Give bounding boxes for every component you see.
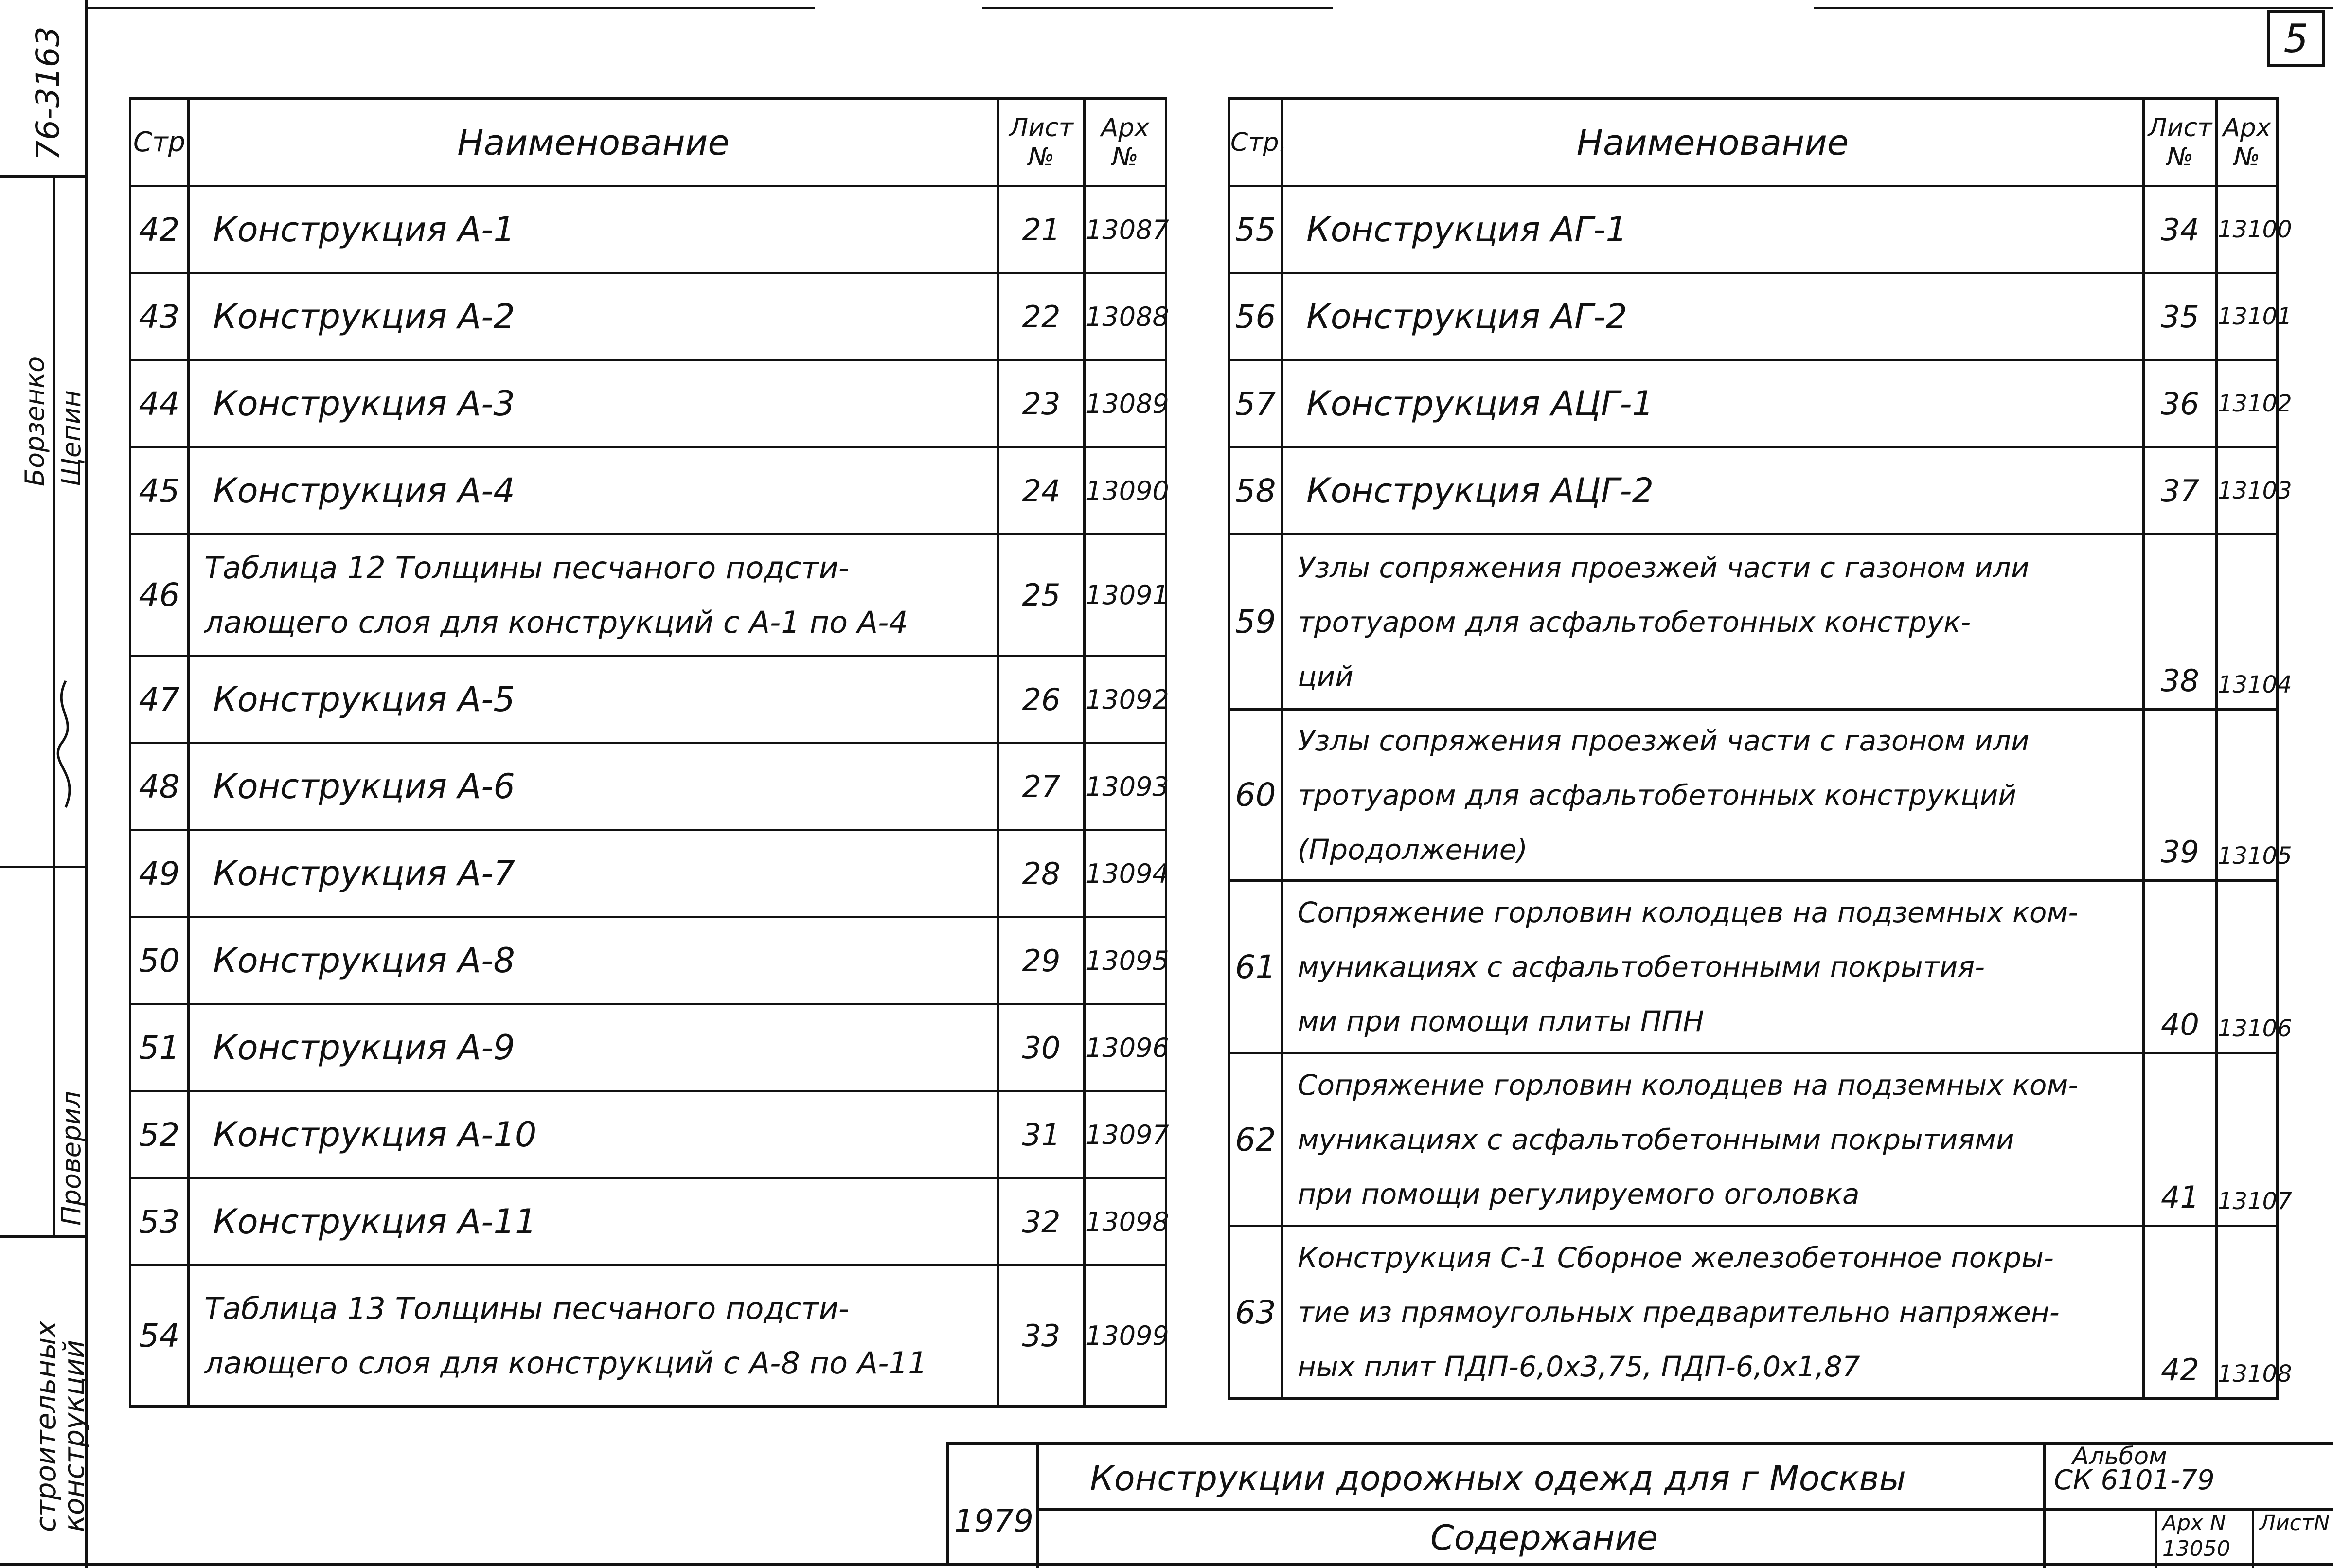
row-name: Конструкция А-6 [189, 743, 998, 830]
row-page: 44 [130, 360, 189, 447]
row-name-line-1: Узлы сопряжения проезжей части с газоном или [1298, 551, 2030, 584]
row-page: 58 [1229, 447, 1282, 535]
row-name [1282, 881, 2144, 1053]
row-page: 51 [130, 1004, 189, 1091]
table-header-row [1229, 99, 2278, 186]
row-sheet: 34 [2144, 186, 2217, 273]
table-row [1229, 881, 2278, 1053]
header-page: Стр [130, 99, 189, 186]
row-archive: 13106 [2217, 881, 2278, 1053]
header-sheet: Лист № [2144, 99, 2217, 186]
row-archive: 13094 [1085, 830, 1166, 917]
top-frame-line-1 [85, 7, 815, 9]
row-sheet: 23 [998, 360, 1085, 447]
row-sheet: 26 [998, 656, 1085, 743]
row-archive: 13108 [2217, 1226, 2278, 1399]
sheet-number-box [2267, 10, 2325, 67]
row-name-line-3: при помощи регулируемого оголовка [1298, 1177, 1860, 1211]
table-row [130, 535, 1166, 656]
row-page: 42 [130, 186, 189, 273]
title-divider-album [2043, 1445, 2046, 1568]
title-block [946, 1442, 2333, 1565]
table-row [130, 360, 1166, 447]
row-name [1282, 1053, 2144, 1226]
row-name: Конструкция АГ-2 [1282, 273, 2144, 360]
row-name [1282, 710, 2144, 881]
header-sheet: Лист № [998, 99, 1085, 186]
row-sheet: 21 [998, 186, 1085, 273]
table-row [1229, 1053, 2278, 1226]
row-name: Конструкция А-8 [189, 917, 998, 1004]
stamp-divider-2 [0, 866, 85, 868]
row-sheet: 22 [998, 273, 1085, 360]
row-name [1282, 1226, 2144, 1399]
row-archive: 13103 [2217, 447, 2278, 535]
title-divider-year [1036, 1445, 1039, 1568]
row-archive: 13101 [2217, 273, 2278, 360]
row-name [1282, 535, 2144, 710]
table-row [1229, 360, 2278, 447]
row-archive: 13089 [1085, 360, 1166, 447]
table-row [130, 1178, 1166, 1265]
row-name-line-2: тротуаром для асфальтобетонных конструк- [1298, 605, 1971, 639]
row-sheet: 28 [998, 830, 1085, 917]
row-page: 54 [130, 1265, 189, 1407]
row-name-line-3: (Продолжение) [1298, 833, 1528, 866]
stamp-name-2: Щепин [56, 390, 87, 486]
row-name: Конструкция А-2 [189, 273, 998, 360]
row-archive: 13096 [1085, 1004, 1166, 1091]
row-archive: 13105 [2217, 710, 2278, 881]
table-row [1229, 273, 2278, 360]
top-frame-line-3 [1814, 7, 2333, 9]
row-sheet: 31 [998, 1091, 1085, 1178]
row-sheet: 37 [2144, 447, 2217, 535]
table-row [130, 917, 1166, 1004]
row-page: 62 [1229, 1053, 1282, 1226]
title-year: 1979 [954, 1503, 1033, 1539]
stamp-divider-1 [0, 175, 85, 178]
row-archive: 13092 [1085, 656, 1166, 743]
arch-value: 13050 [2162, 1536, 2230, 1561]
table-row [130, 830, 1166, 917]
row-name-line-1: Сопряжение горловин колодцев на подземных ком- [1298, 896, 2079, 929]
row-name-line-1: Таблица 12 Толщины песчаного подсти- [204, 550, 850, 586]
arch-divider-right [2252, 1508, 2254, 1568]
row-sheet: 25 [998, 535, 1085, 656]
row-name-line-2: муникациях с асфальтобетонными покрытия- [1298, 950, 1985, 983]
row-sheet: 38 [2144, 535, 2217, 710]
row-name: Конструкция А-4 [189, 447, 998, 535]
row-name [189, 1265, 998, 1407]
row-page: 56 [1229, 273, 1282, 360]
arch-divider-left [2155, 1508, 2157, 1568]
row-name: Конструкция А-5 [189, 656, 998, 743]
left-frame-line [85, 0, 88, 1568]
table-row [130, 1265, 1166, 1407]
row-page: 50 [130, 917, 189, 1004]
row-page: 57 [1229, 360, 1282, 447]
header-name: Наименование [1282, 99, 2144, 186]
table-row [1229, 447, 2278, 535]
row-name-line-2: муникациях с асфальтобетонными покрытиями [1298, 1123, 2014, 1156]
row-page: 43 [130, 273, 189, 360]
row-archive: 13095 [1085, 917, 1166, 1004]
row-name: Конструкция АГ-1 [1282, 186, 2144, 273]
row-name-line-3: ми при помощи плиты ППН [1298, 1005, 1704, 1038]
row-sheet: 32 [998, 1178, 1085, 1265]
row-sheet: 27 [998, 743, 1085, 830]
row-archive: 13091 [1085, 535, 1166, 656]
table-row [130, 186, 1166, 273]
row-sheet: 35 [2144, 273, 2217, 360]
arch-label: Арх N [2162, 1511, 2226, 1535]
row-archive: 13104 [2217, 535, 2278, 710]
table-row [1229, 710, 2278, 881]
row-name: Конструкция А-10 [189, 1091, 998, 1178]
stamp-org-2: конструкций [57, 1339, 90, 1532]
row-page: 48 [130, 743, 189, 830]
row-page: 52 [130, 1091, 189, 1178]
table-row [130, 1004, 1166, 1091]
row-name: Конструкция А-3 [189, 360, 998, 447]
header-archive: Арх № [1085, 99, 1166, 186]
row-name: Конструкция А-7 [189, 830, 998, 917]
row-name-line-1: Узлы сопряжения проезжей части с газоном или [1298, 724, 2030, 757]
row-archive: 13087 [1085, 186, 1166, 273]
row-archive: 13088 [1085, 273, 1166, 360]
stamp-org-1: строительных [29, 1320, 62, 1532]
top-frame-line-2 [982, 7, 1333, 9]
row-page: 53 [130, 1178, 189, 1265]
row-sheet: 39 [2144, 710, 2217, 881]
row-sheet: 41 [2144, 1053, 2217, 1226]
stamp-code: 76-3163 [29, 26, 67, 160]
row-name-line-1: Сопряжение горловин колодцев на подземных ком- [1298, 1069, 2079, 1102]
sheet-number: 5 [2283, 16, 2309, 61]
row-sheet: 36 [2144, 360, 2217, 447]
header-name: Наименование [189, 99, 998, 186]
table-row [130, 743, 1166, 830]
row-sheet: 24 [998, 447, 1085, 535]
row-page: 47 [130, 656, 189, 743]
album-code: СК 6101-79 [2054, 1464, 2215, 1496]
signature [46, 671, 85, 817]
table-row [1229, 186, 2278, 273]
header-archive: Арх № [2217, 99, 2278, 186]
row-archive: 13097 [1085, 1091, 1166, 1178]
row-sheet: 42 [2144, 1226, 2217, 1399]
row-name: Конструкция А-1 [189, 186, 998, 273]
row-sheet: 29 [998, 917, 1085, 1004]
row-name-line-2: лающего слоя для конструкций с А-1 по А-4 [204, 604, 908, 640]
row-name-line-1: Таблица 13 Толщины песчаного подсти- [204, 1290, 850, 1326]
stamp-checked-label: Проверил [56, 1091, 87, 1226]
row-archive: 13090 [1085, 447, 1166, 535]
row-name-line-2: тротуаром для асфальтобетонных конструкций [1298, 778, 2017, 812]
title-main: Конструкции дорожных одежд для г Москвы [1090, 1459, 1906, 1498]
title-subtitle: Содержание [1430, 1518, 1658, 1558]
row-name: Конструкция АЦГ-1 [1282, 360, 2144, 447]
row-name-line-3: ций [1298, 659, 1353, 693]
sheet-label: ЛистN [2260, 1511, 2330, 1535]
row-archive: 13102 [2217, 360, 2278, 447]
row-name: Конструкция А-11 [189, 1178, 998, 1265]
row-name: Конструкция А-9 [189, 1004, 998, 1091]
row-archive: 13098 [1085, 1178, 1166, 1265]
row-sheet: 30 [998, 1004, 1085, 1091]
row-page: 55 [1229, 186, 1282, 273]
row-page: 45 [130, 447, 189, 535]
table-row [130, 447, 1166, 535]
row-name-line-2: тие из прямоугольных предварительно напряжен- [1298, 1296, 2060, 1329]
row-sheet: 33 [998, 1265, 1085, 1407]
stamp-name-1: Борзенко [19, 356, 50, 486]
row-page: 63 [1229, 1226, 1282, 1399]
row-archive: 13099 [1085, 1265, 1166, 1407]
row-page: 61 [1229, 881, 1282, 1053]
row-archive: 13107 [2217, 1053, 2278, 1226]
right-contents-table [1228, 97, 2292, 1400]
row-name [189, 535, 998, 656]
title-divider-horizontal [1036, 1508, 2333, 1511]
stamp-divider-3 [0, 1235, 85, 1238]
row-name-line-1: Конструкция С-1 Сборное железобетонное покры- [1298, 1241, 2054, 1274]
row-archive: 13093 [1085, 743, 1166, 830]
row-name-line-3: ных плит ПДП-6,0х3,75, ПДП-6,0х1,87 [1298, 1350, 1860, 1383]
row-page: 46 [130, 535, 189, 656]
table-row [130, 656, 1166, 743]
table-row [1229, 535, 2278, 710]
row-name: Конструкция АЦГ-2 [1282, 447, 2144, 535]
row-page: 49 [130, 830, 189, 917]
row-page: 60 [1229, 710, 1282, 881]
row-page: 59 [1229, 535, 1282, 710]
row-name-line-2: лающего слоя для конструкций с А-8 по А-11 [204, 1345, 927, 1381]
row-sheet: 40 [2144, 881, 2217, 1053]
album-label: Альбом [2072, 1442, 2167, 1470]
header-page: Стр. [1229, 99, 1282, 186]
table-row [1229, 1226, 2278, 1399]
table-header-row [130, 99, 1166, 186]
table-row [130, 1091, 1166, 1178]
left-contents-table [129, 97, 1167, 1408]
table-row [130, 273, 1166, 360]
row-archive: 13100 [2217, 186, 2278, 273]
